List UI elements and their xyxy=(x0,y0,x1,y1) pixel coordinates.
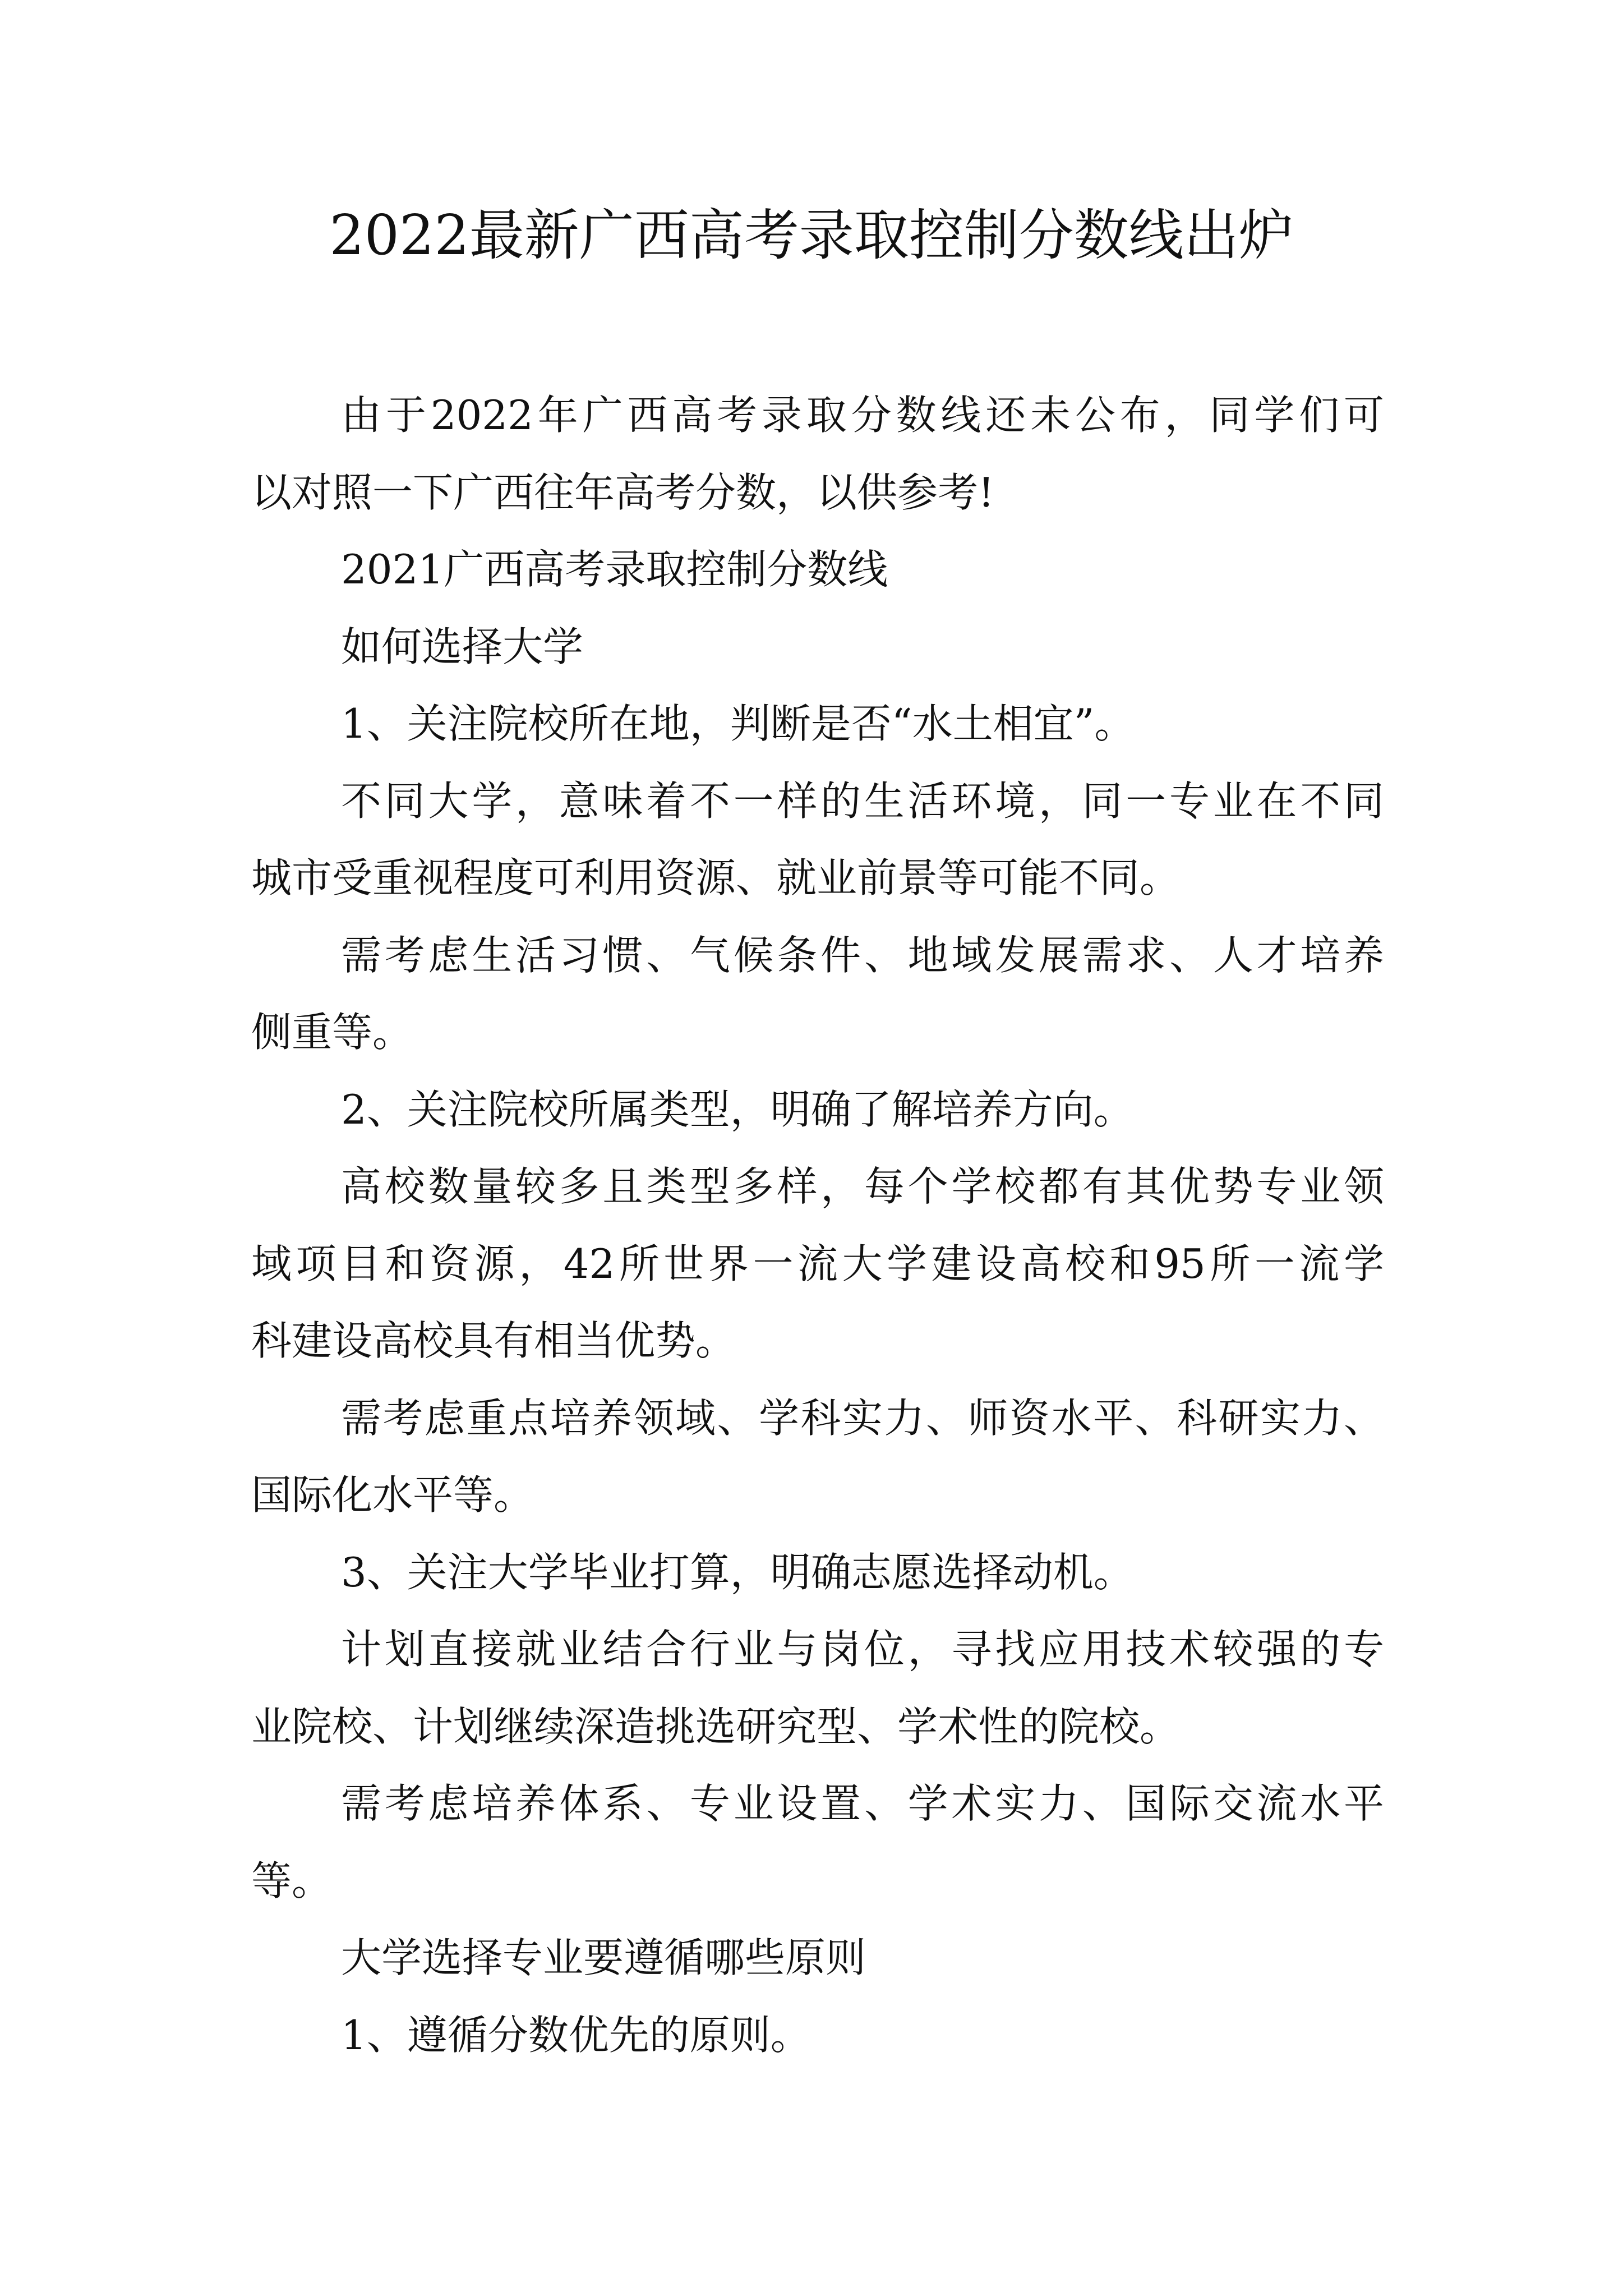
paragraph-line: 需考虑培养体系、专业设置、学术实力、国际交流水平 xyxy=(341,1780,1384,1827)
paragraph-line: 业院校、计划继续深造挑选研究型、学术性的院校。 xyxy=(251,1703,1181,1750)
paragraph-line: 侧重等。 xyxy=(251,1009,413,1056)
paragraph-line: 需考虑生活习惯、气候条件、地域发展需求、人才培养 xyxy=(341,932,1384,979)
paragraph-line: 大学选择专业要遵循哪些原则 xyxy=(341,1934,866,1981)
paragraph-line: 高校数量较多且类型多样，每个学校都有其优势专业领 xyxy=(341,1163,1384,1210)
paragraph-line: 以对照一下广西往年高考分数，以供参考! xyxy=(251,469,994,516)
paragraph-line: 如何选择大学 xyxy=(341,623,584,670)
paragraph-line: 1、遵循分数优先的原则。 xyxy=(341,2012,811,2059)
paragraph-line: 3、关注大学毕业打算，明确志愿选择动机。 xyxy=(341,1549,1134,1596)
paragraph-line: 不同大学，意味着不一样的生活环境，同一专业在不同 xyxy=(341,777,1384,825)
document-title: 2022最新广西高考录取控制分数线出炉 xyxy=(329,204,1294,268)
paragraph-line: 计划直接就业结合行业与岗位，寻找应用技术较强的专 xyxy=(341,1626,1384,1673)
paragraph-line: 城市受重视程度可利用资源、就业前景等可能不同。 xyxy=(251,854,1181,901)
paragraph-line: 域项目和资源，42所世界一流大学建设高校和95所一流学 xyxy=(251,1240,1384,1287)
paragraph-line: 科建设高校具有相当优势。 xyxy=(251,1317,736,1364)
paragraph-line: 等。 xyxy=(251,1857,333,1904)
document-body xyxy=(251,0,1384,2296)
paragraph-line: 由于2022年广西高考录取分数线还未公布，同学们可 xyxy=(341,392,1384,439)
paragraph-line: 国际化水平等。 xyxy=(251,1471,534,1519)
paragraph-line: 1、关注院校所在地，判断是否“水土相宜”。 xyxy=(341,700,1135,747)
paragraph-line: 2、关注院校所属类型，明确了解培养方向。 xyxy=(341,1086,1134,1133)
paragraph-line: 需考虑重点培养领域、学科实力、师资水平、科研实力、 xyxy=(341,1395,1384,1442)
paragraph-line: 2021广西高考录取控制分数线 xyxy=(341,546,888,593)
